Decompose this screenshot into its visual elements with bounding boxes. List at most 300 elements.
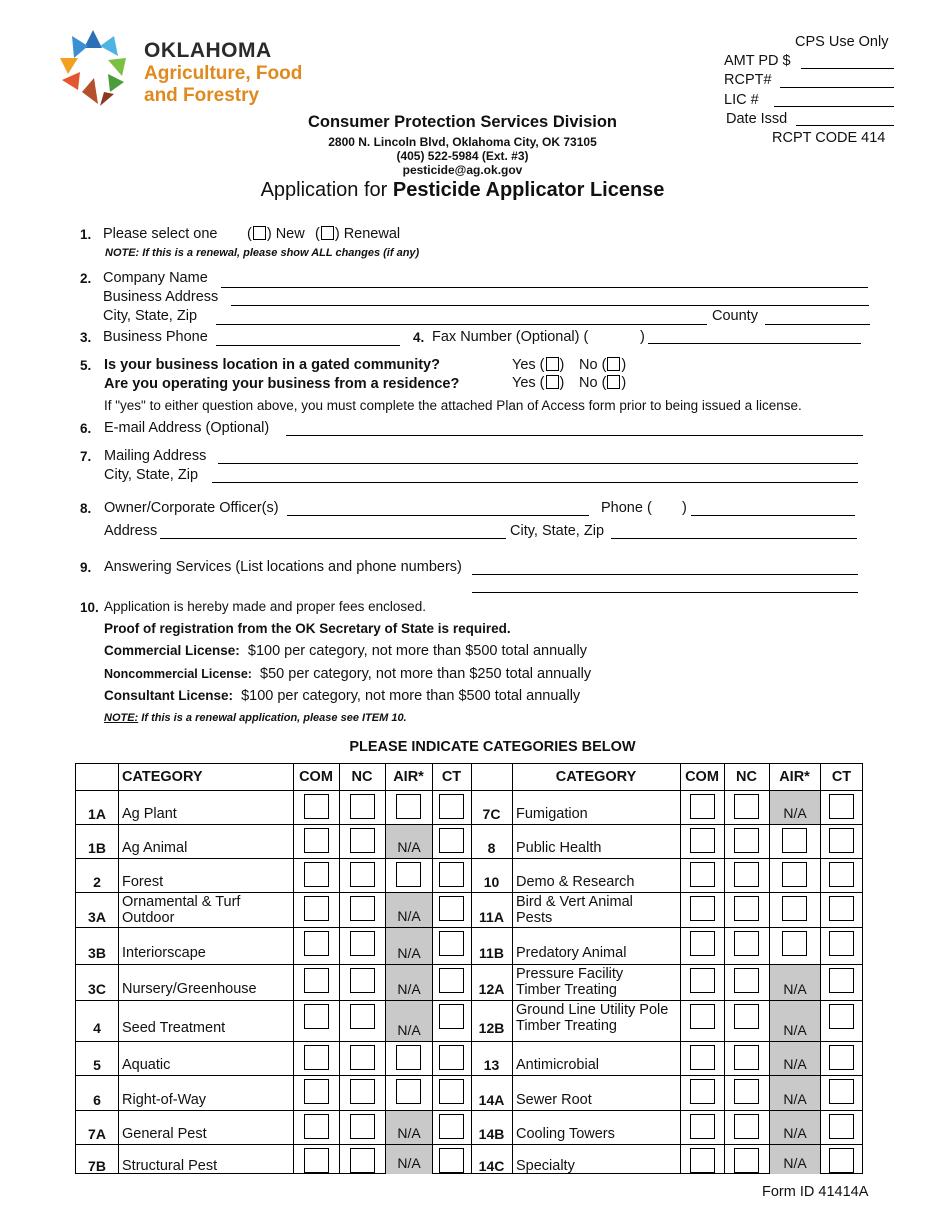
right-ct-checkbox[interactable]: [829, 1079, 854, 1104]
right-nc-checkbox[interactable]: [734, 1148, 759, 1173]
right-ct-checkbox[interactable]: [829, 931, 854, 956]
category-name-line-1: Predatory Animal: [516, 944, 627, 961]
left-air-na-cell: [386, 1001, 432, 1041]
gated-yes-close: ): [559, 357, 565, 373]
category-name-line-1: Ornamental & Turf: [122, 894, 241, 910]
gated-no-close: ): [621, 357, 627, 373]
right-category-name: [516, 894, 633, 926]
category-name-line-2: Outdoor: [122, 910, 175, 926]
email-field[interactable]: [286, 435, 863, 436]
right-ct-checkbox[interactable]: [829, 794, 854, 819]
left-com-checkbox[interactable]: [304, 1079, 329, 1104]
left-nc-checkbox[interactable]: [350, 1148, 375, 1173]
answering-services-field-2[interactable]: [472, 592, 858, 593]
gated-no-label: No (: [579, 357, 607, 373]
left-ct-checkbox[interactable]: [439, 1148, 464, 1173]
left-ct-checkbox[interactable]: [439, 931, 464, 956]
category-name-line-1: Ag Plant: [122, 806, 177, 822]
mailing-address-label: Mailing Address: [104, 448, 207, 464]
right-com-checkbox[interactable]: [690, 828, 715, 853]
table-column-divider: [471, 764, 472, 1173]
table-row-divider: [76, 892, 862, 893]
logo-line-1: OKLAHOMA: [144, 39, 272, 62]
right-ct-checkbox[interactable]: [829, 896, 854, 921]
na-label: N/A: [783, 1125, 807, 1141]
right-category-name: [516, 840, 601, 856]
right-category-name: [516, 1002, 668, 1034]
category-name-line-1: Fumigation: [516, 806, 588, 822]
company-name-label: Company Name: [103, 270, 208, 286]
right-ct-checkbox[interactable]: [829, 1148, 854, 1173]
category-name-line-1: Demo & Research: [516, 874, 635, 890]
right-air-na-cell: [770, 1145, 820, 1174]
left-air-na-cell: [386, 1111, 432, 1144]
left-com-header: COM: [299, 769, 333, 785]
category-name-line-2: Pests: [516, 910, 553, 926]
right-category-code: 12A: [478, 981, 505, 997]
right-nc-checkbox[interactable]: [734, 794, 759, 819]
left-nc-checkbox[interactable]: [350, 968, 375, 993]
left-category-name: [122, 1126, 207, 1142]
q1-renewal-option[interactable]: ( ) Renewal: [315, 226, 401, 242]
q3-number: 3.: [80, 330, 92, 345]
right-category-header: CATEGORY: [555, 769, 637, 785]
left-category-code: 4: [93, 1019, 101, 1036]
right-category-code: 8: [487, 840, 496, 856]
q10-note: [104, 712, 407, 724]
na-label: N/A: [397, 981, 421, 997]
left-category-name: [122, 894, 240, 926]
na-label: N/A: [397, 839, 421, 855]
owner-label: Owner/Corporate Officer(s): [104, 500, 279, 516]
left-com-checkbox[interactable]: [304, 1148, 329, 1173]
right-com-checkbox[interactable]: [690, 1114, 715, 1139]
right-ct-header: CT: [831, 769, 852, 785]
cps-rcpt-code: RCPT CODE 414: [772, 130, 886, 146]
right-category-name: [516, 966, 623, 998]
category-name-line-1: Interiorscape: [122, 944, 206, 961]
right-air-checkbox[interactable]: [782, 828, 807, 853]
left-nc-checkbox[interactable]: [350, 794, 375, 819]
right-ct-checkbox[interactable]: [829, 968, 854, 993]
left-category-code: 2: [93, 874, 101, 890]
right-category-name: [516, 1057, 599, 1073]
owner-city-field[interactable]: [611, 538, 857, 539]
cps-title: CPS Use Only: [795, 34, 889, 50]
agency-logo: [52, 28, 342, 110]
business-phone-field[interactable]: [216, 345, 400, 346]
right-ct-checkbox[interactable]: [829, 1004, 854, 1029]
commercial-fee: [104, 643, 587, 659]
residence-no-label: No (: [579, 375, 607, 391]
business-city-field[interactable]: [216, 324, 707, 325]
left-category-name: [122, 1020, 225, 1036]
category-name-line-2: Timber Treating: [516, 1018, 617, 1034]
consultant-text: $100 per category, not more than $500 total annually: [241, 688, 581, 704]
right-nc-checkbox[interactable]: [734, 896, 759, 921]
consultant-label: Consultant License:: [104, 688, 234, 703]
left-category-code: 1B: [88, 840, 106, 856]
left-nc-checkbox[interactable]: [350, 1114, 375, 1139]
left-category-name: [122, 981, 257, 997]
commercial-label: Commercial License:: [104, 643, 240, 658]
left-ct-checkbox[interactable]: [439, 862, 464, 887]
owner-address-label: Address: [104, 523, 158, 539]
logo-line-2: Agriculture, Food: [144, 63, 303, 84]
page-title: [0, 179, 925, 202]
right-air-na-cell: [770, 1042, 820, 1075]
right-ct-checkbox[interactable]: [829, 828, 854, 853]
owner-phone-field[interactable]: [691, 515, 855, 516]
table-row-divider: [76, 790, 862, 791]
left-ct-checkbox[interactable]: [439, 828, 464, 853]
category-name-line-1: Structural Pest: [122, 1158, 218, 1174]
right-air-checkbox[interactable]: [782, 931, 807, 956]
na-label: N/A: [783, 1155, 807, 1171]
na-label: N/A: [783, 1091, 807, 1107]
q10-line-1: Application is hereby made and proper fees enclosed.: [104, 599, 426, 614]
fax-label: Fax Number (Optional) (: [432, 329, 589, 345]
residence-no[interactable]: [579, 375, 626, 391]
category-name-line-1: Ag Animal: [122, 840, 188, 856]
noncommercial-fee: [104, 666, 591, 682]
right-category-code: 7C: [482, 806, 501, 822]
table-row-divider: [76, 1000, 862, 1001]
right-air-header: AIR*: [779, 769, 810, 785]
renewal-checkbox[interactable]: [321, 226, 334, 240]
right-com-checkbox[interactable]: [690, 931, 715, 956]
table-column-divider: [680, 764, 681, 1173]
na-label: N/A: [783, 805, 807, 821]
right-com-header: COM: [685, 769, 719, 785]
form-id: Form ID 41414A: [762, 1184, 869, 1200]
table-row-divider: [76, 824, 862, 825]
left-air-checkbox[interactable]: [396, 862, 421, 887]
right-com-checkbox[interactable]: [690, 1045, 715, 1070]
q1-note: NOTE: If this is a renewal, please show ALL changes (if any): [105, 247, 420, 259]
category-name-line-1: Sewer Root: [516, 1091, 592, 1108]
right-nc-checkbox[interactable]: [734, 1045, 759, 1070]
right-com-checkbox[interactable]: [690, 1148, 715, 1173]
table-row-divider: [76, 1110, 862, 1111]
table-row-divider: [76, 964, 862, 965]
left-air-checkbox[interactable]: [396, 794, 421, 819]
right-category-code: 12B: [478, 1019, 505, 1036]
left-ct-checkbox[interactable]: [439, 896, 464, 921]
right-com-checkbox[interactable]: [690, 1079, 715, 1104]
right-category-code: 14C: [478, 1158, 505, 1174]
cps-lic-label: LIC #: [724, 92, 759, 108]
left-com-checkbox[interactable]: [304, 862, 329, 887]
left-com-checkbox[interactable]: [304, 794, 329, 819]
left-air-checkbox[interactable]: [396, 1079, 421, 1104]
right-category-name: [516, 1126, 615, 1142]
cps-rcpt-line: [780, 87, 894, 88]
category-name-line-1: Nursery/Greenhouse: [122, 981, 257, 997]
page-title-bold: Pesticide Applicator License: [392, 179, 665, 201]
residence-yes-close: ): [559, 375, 565, 391]
left-nc-checkbox[interactable]: [350, 931, 375, 956]
left-com-checkbox[interactable]: [304, 1004, 329, 1029]
category-name-line-1: Antimicrobial: [516, 1057, 599, 1073]
answering-services-field-1[interactable]: [472, 574, 858, 575]
right-ct-checkbox[interactable]: [829, 862, 854, 887]
right-air-na-cell: [770, 1001, 820, 1041]
categories-heading: PLEASE INDICATE CATEGORIES BELOW: [349, 739, 636, 755]
na-label: N/A: [783, 1056, 807, 1072]
right-category-name: [516, 874, 634, 890]
left-category-name: [122, 945, 206, 961]
left-category-code: 5: [93, 1057, 101, 1073]
left-category-code: 6: [93, 1091, 101, 1108]
gated-yes[interactable]: [512, 357, 564, 373]
category-table: [75, 763, 863, 1174]
residence-no-checkbox[interactable]: [607, 375, 620, 389]
table-row-divider: [76, 1075, 862, 1076]
category-name-line-1: Public Health: [516, 840, 602, 856]
right-category-code: 11B: [479, 944, 504, 961]
commercial-text: $100 per category, not more than $500 total annually: [247, 643, 587, 659]
mailing-city-label: City, State, Zip: [104, 467, 199, 483]
gated-no[interactable]: [579, 357, 626, 373]
right-air-checkbox[interactable]: [782, 896, 807, 921]
left-category-header: CATEGORY: [122, 769, 203, 785]
owner-city-label: City, State, Zip: [510, 523, 605, 539]
right-category-name: [516, 1092, 592, 1108]
category-name-line-1: Aquatic: [122, 1057, 171, 1073]
left-category-code: 7B: [88, 1158, 106, 1174]
q10-number: 10.: [80, 600, 99, 615]
table-row-divider: [76, 1144, 862, 1145]
na-label: N/A: [397, 908, 421, 924]
left-category-name: [122, 806, 177, 822]
q5-note: If "yes" to either question above, you must complete the attached Plan of Access form prior to being issued a license.: [104, 398, 802, 413]
left-ct-checkbox[interactable]: [439, 794, 464, 819]
company-name-field[interactable]: [221, 287, 868, 288]
left-nc-checkbox[interactable]: [350, 1045, 375, 1070]
left-air-na-cell: [386, 928, 432, 964]
left-category-name: [122, 1057, 170, 1073]
category-name-line-1: Right-of-Way: [122, 1091, 207, 1108]
q10-note-label: NOTE:: [104, 712, 139, 724]
right-air-na-cell: [770, 1076, 820, 1110]
residence-yes[interactable]: [512, 375, 564, 391]
left-com-checkbox[interactable]: [304, 1114, 329, 1139]
q6-number: 6.: [80, 421, 92, 436]
q4-number: 4.: [413, 330, 425, 345]
gated-no-checkbox[interactable]: [607, 357, 620, 371]
q1-label: Please select one: [103, 226, 218, 242]
page-title-prefix: Application for: [260, 179, 393, 201]
right-category-code: 10: [483, 874, 500, 890]
left-air-na-cell: [386, 825, 432, 858]
noncommercial-text: $50 per category, not more than $250 total annually: [260, 666, 592, 682]
left-ct-checkbox[interactable]: [439, 1079, 464, 1104]
mailing-city-field[interactable]: [212, 482, 858, 483]
category-name-line-1: Specialty: [516, 1158, 575, 1174]
na-label: N/A: [397, 1125, 421, 1141]
right-nc-checkbox[interactable]: [734, 968, 759, 993]
cps-amt-line: [801, 68, 894, 69]
right-category-name: [516, 1158, 575, 1174]
left-com-checkbox[interactable]: [304, 828, 329, 853]
left-nc-checkbox[interactable]: [350, 896, 375, 921]
left-category-name: [122, 1092, 206, 1108]
right-air-na-cell: [770, 791, 820, 824]
left-com-checkbox[interactable]: [304, 896, 329, 921]
owner-field[interactable]: [287, 515, 589, 516]
right-category-code: 11A: [479, 908, 504, 925]
new-checkbox[interactable]: [253, 226, 266, 240]
q8-number: 8.: [80, 501, 92, 516]
category-name-line-1: Forest: [122, 874, 164, 890]
left-category-name: [122, 840, 187, 856]
business-phone-label: Business Phone: [103, 329, 208, 345]
right-ct-checkbox[interactable]: [829, 1045, 854, 1070]
left-ct-checkbox[interactable]: [439, 968, 464, 993]
left-nc-checkbox[interactable]: [350, 1079, 375, 1104]
category-name-line-2: Timber Treating: [516, 982, 617, 998]
left-ct-header: CT: [441, 769, 462, 785]
left-air-na-cell: [386, 1145, 432, 1174]
left-nc-checkbox[interactable]: [350, 1004, 375, 1029]
right-nc-checkbox[interactable]: [734, 1114, 759, 1139]
left-nc-checkbox[interactable]: [350, 862, 375, 887]
left-category-code: 3C: [88, 981, 106, 997]
table-column-divider: [512, 764, 513, 1173]
left-category-code: 1A: [88, 806, 106, 822]
left-ct-checkbox[interactable]: [439, 1114, 464, 1139]
right-nc-checkbox[interactable]: [734, 931, 759, 956]
table-column-divider: [432, 764, 433, 1173]
category-name-line-1: Seed Treatment: [122, 1019, 226, 1036]
county-field[interactable]: [765, 324, 870, 325]
gated-question: Is your business location in a gated community?: [104, 357, 440, 373]
owner-address-field[interactable]: [160, 538, 506, 539]
left-category-name: [122, 1158, 217, 1174]
right-category-name: [516, 945, 626, 961]
table-column-divider: [339, 764, 340, 1173]
q10-line-2: Proof of registration from the OK Secretary of State is required.: [104, 621, 511, 636]
left-category-name: [122, 874, 163, 890]
business-city-label: City, State, Zip: [103, 308, 198, 324]
answering-services-label: Answering Services (List locations and phone numbers): [104, 559, 462, 575]
logo-line-3: and Forestry: [144, 85, 260, 106]
cps-rcpt-label: RCPT#: [724, 72, 772, 88]
star-logo-icon: [52, 28, 134, 110]
category-name-line-1: Ground Line Utility Pole: [516, 1002, 669, 1018]
right-ct-checkbox[interactable]: [829, 1114, 854, 1139]
cps-date-label: Date Issd: [726, 111, 788, 127]
q7-number: 7.: [80, 449, 92, 464]
residence-question: Are you operating your business from a residence?: [104, 376, 460, 392]
division-address: 2800 N. Lincoln Blvd, Oklahoma City, OK 73105: [328, 135, 597, 149]
business-address-label: Business Address: [103, 289, 219, 305]
gated-yes-checkbox[interactable]: [546, 357, 559, 371]
cps-lic-line: [774, 106, 894, 107]
q1-new-label: New: [275, 226, 305, 242]
na-label: N/A: [783, 1022, 807, 1038]
right-air-checkbox[interactable]: [782, 862, 807, 887]
right-nc-checkbox[interactable]: [734, 828, 759, 853]
right-com-checkbox[interactable]: [690, 794, 715, 819]
left-com-checkbox[interactable]: [304, 1045, 329, 1070]
category-name-line-1: Pressure Facility: [516, 966, 624, 982]
left-air-header: AIR*: [393, 769, 424, 785]
q1-number: 1.: [80, 227, 92, 242]
left-air-na-cell: [386, 965, 432, 1000]
left-category-code: 3A: [88, 908, 106, 925]
category-name-line-1: Cooling Towers: [516, 1126, 615, 1142]
left-com-checkbox[interactable]: [304, 968, 329, 993]
table-column-divider: [820, 764, 821, 1173]
q1-new-option[interactable]: ( ) New: [247, 226, 305, 242]
table-column-divider: [293, 764, 294, 1173]
fax-field[interactable]: [648, 343, 861, 344]
right-com-checkbox[interactable]: [690, 862, 715, 887]
consultant-fee: [104, 688, 580, 704]
na-label: N/A: [783, 981, 807, 997]
table-row-divider: [76, 927, 862, 928]
owner-phone-label: Phone (: [601, 500, 652, 516]
right-category-code: 13: [483, 1057, 500, 1073]
q9-number: 9.: [80, 560, 92, 575]
left-com-checkbox[interactable]: [304, 931, 329, 956]
right-com-checkbox[interactable]: [690, 1004, 715, 1029]
residence-yes-checkbox[interactable]: [546, 375, 559, 389]
left-nc-header: NC: [351, 769, 373, 785]
division-phone: (405) 522-5984 (Ext. #3): [396, 149, 529, 163]
q5-number: 5.: [80, 358, 92, 373]
left-category-code: 3B: [88, 944, 106, 961]
right-air-na-cell: [770, 1111, 820, 1144]
left-ct-checkbox[interactable]: [439, 1045, 464, 1070]
right-nc-checkbox[interactable]: [734, 1079, 759, 1104]
residence-no-close: ): [621, 375, 627, 391]
cps-amt-label: AMT PD $: [724, 53, 791, 69]
right-category-name: [516, 806, 588, 822]
division-email: pesticide@ag.ok.gov: [402, 163, 523, 177]
residence-yes-label: Yes (: [512, 375, 545, 391]
q2-number: 2.: [80, 271, 92, 286]
right-category-code: 14A: [478, 1091, 505, 1108]
na-label: N/A: [397, 945, 421, 961]
na-label: N/A: [397, 1022, 421, 1038]
right-nc-checkbox[interactable]: [734, 1004, 759, 1029]
left-air-checkbox[interactable]: [396, 1045, 421, 1070]
noncommercial-label: Noncommercial License:: [104, 667, 252, 681]
right-nc-header: NC: [736, 769, 757, 785]
email-label: E-mail Address (Optional): [104, 420, 270, 436]
left-air-na-cell: [386, 893, 432, 927]
category-name-line-1: Bird & Vert Animal: [516, 894, 633, 910]
gated-yes-label: Yes (: [512, 357, 545, 373]
right-com-checkbox[interactable]: [690, 896, 715, 921]
right-nc-checkbox[interactable]: [734, 862, 759, 887]
table-column-divider: [724, 764, 725, 1173]
table-row-divider: [76, 1041, 862, 1042]
business-address-field[interactable]: [231, 305, 869, 306]
mailing-address-field[interactable]: [218, 463, 858, 464]
left-nc-checkbox[interactable]: [350, 828, 375, 853]
q1-renewal-label: Renewal: [343, 226, 401, 242]
category-name-line-1: General Pest: [122, 1126, 207, 1142]
q10-note-text: If this is a renewal application, please see ITEM 10.: [138, 712, 407, 724]
left-category-code: 7A: [88, 1126, 106, 1142]
left-ct-checkbox[interactable]: [439, 1004, 464, 1029]
table-row-divider: [76, 858, 862, 859]
right-com-checkbox[interactable]: [690, 968, 715, 993]
